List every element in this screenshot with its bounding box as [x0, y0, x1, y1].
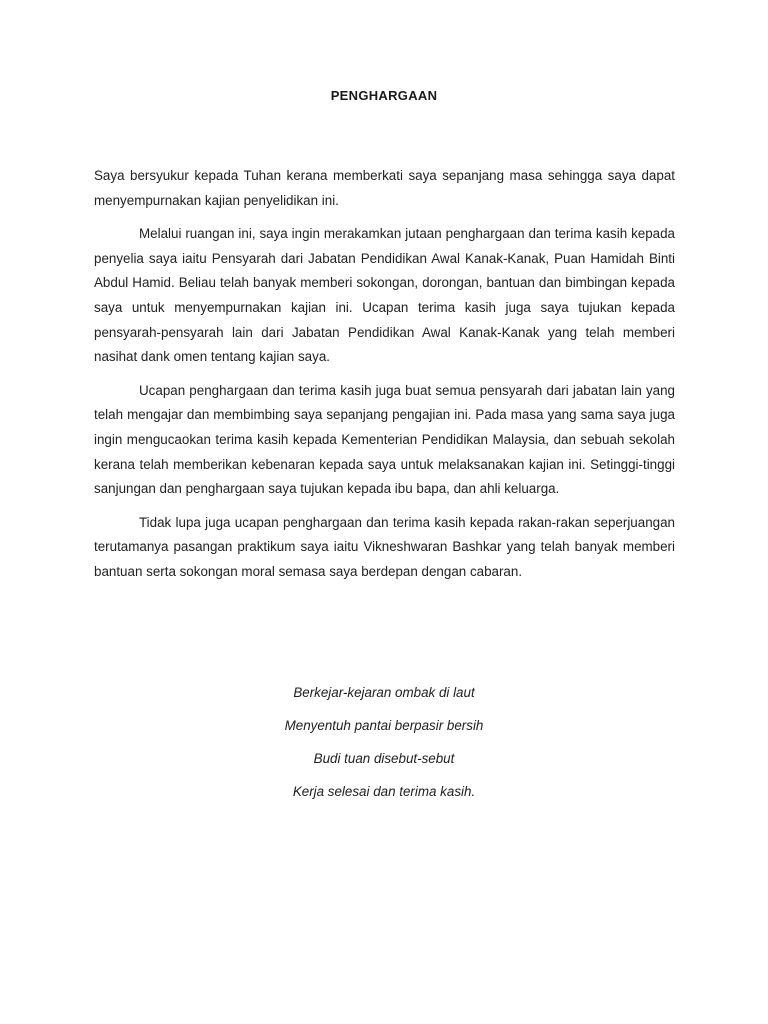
paragraph-4: Tidak lupa juga ucapan penghargaan dan terima kasih kepada rakan-rakan seperjuangan terutamanya pasangan praktikum saya iaitu Vikneshwaran Bashkar yang telah banyak memberi bantuan serta sokongan moral semasa saya berdepan dengan cabaran. — [94, 514, 675, 579]
paragraph-2: Melalui ruangan ini, saya ingin merakamkan jutaan penghargaan dan terima kasih kepada penyelia saya iaitu Pensyarah dari Jabatan Pendidikan Awal Kanak-Kanak, Puan Hamidah Binti Abdul Hamid. Beliau telah banyak memberi sokongan, dorongan, bantuan dan bimbingan kepada saya untuk menyempurnakan kajian ini. Ucapan terima kasih juga saya tujukan kepada pensyarah-pensyarah lain dari Jabatan Pendidikan Awal Kanak-Kanak yang telah memberi nasihat dank omen tentang kajian saya. — [94, 226, 675, 365]
paragraph-1: Saya bersyukur kepada Tuhan kerana memberkati saya sepanjang masa sehingga saya dapat menyempurnakan kajian penyelidikan ini. — [94, 168, 675, 208]
poem-line-3: Budi tuan disebut-sebut — [313, 751, 455, 766]
paragraph-3: Ucapan penghargaan dan terima kasih juga buat semua pensyarah dari jabatan lain yang telah mengajar dan membimbing saya sepanjang pengajian ini. Pada masa yang sama saya juga ingin mengucaokan terima kasih kepada Kementerian Pendidikan Malaysia, dan sebuah sekolah kerana telah memberikan kebenaran kepada saya untuk melaksanakan kajian ini. Setinggi-tinggi sanjungan dan penghargaan saya tujukan kepada ibu bapa, dan ahli keluarga. — [94, 382, 675, 497]
acknowledgement-body — [94, 164, 675, 594]
poem-line-4: Kerja selesai dan terima kasih. — [292, 784, 476, 799]
poem-line-1: Berkejar-kejaran ombak di laut — [293, 685, 475, 700]
closing-poem — [0, 683, 768, 815]
page-title: PENGHARGAAN — [330, 88, 438, 103]
poem-line-2: Menyentuh pantai berpasir bersih — [284, 718, 484, 733]
